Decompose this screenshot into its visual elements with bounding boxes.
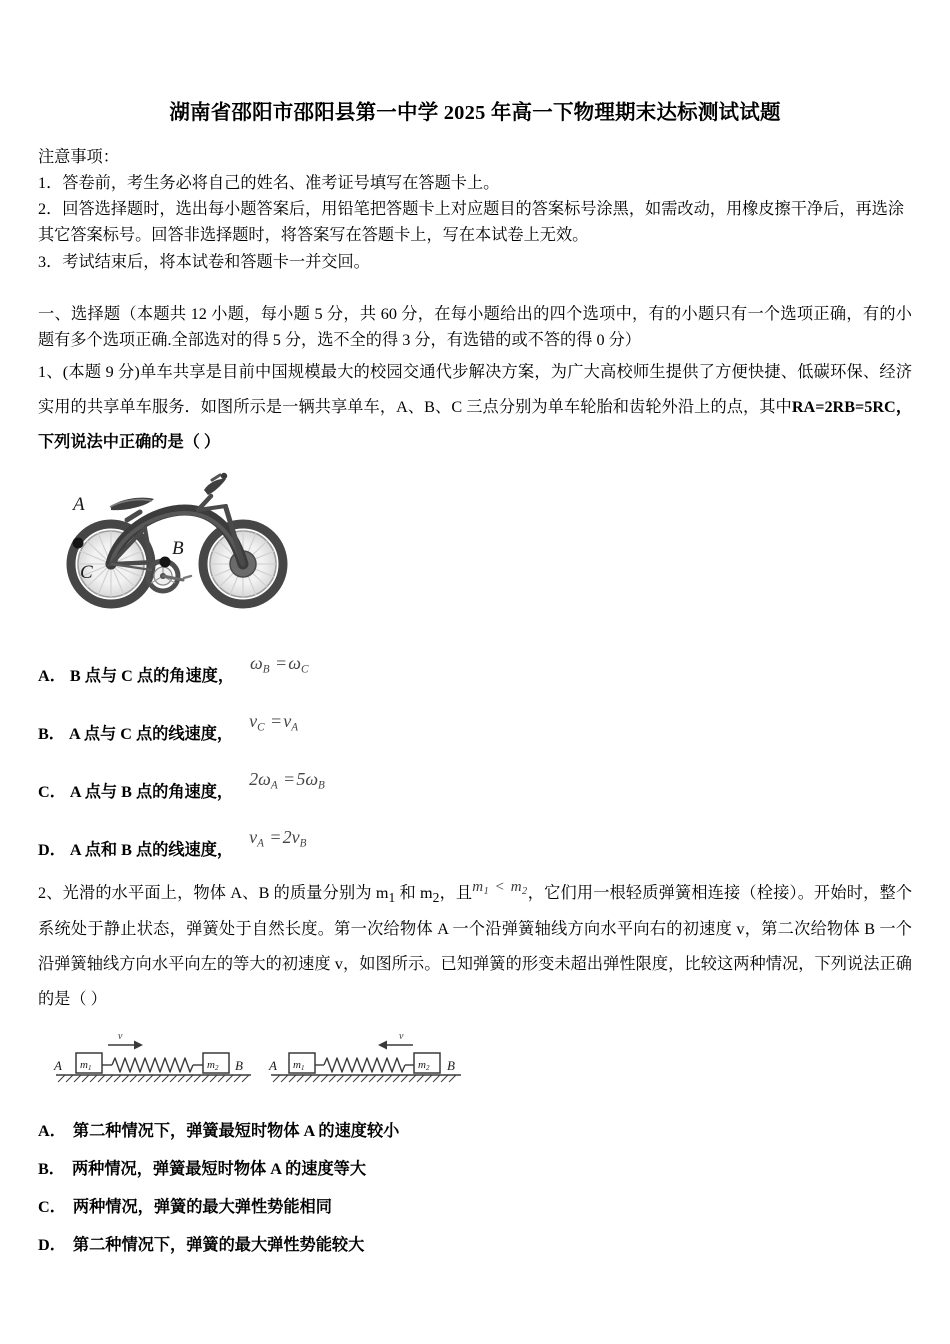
panel-1-label-A: A [54, 1057, 62, 1073]
notice-item-2: 2．回答选择题时，选出每小题答案后，用铅笔把答题卡上对应题目的答案标号涂黑，如需改动，用橡皮擦干净后，再选涂其它答案标号。回答非选择题时，将答案写在答题卡上，写在本试卷上无效。 [38, 200, 905, 245]
panel-2-block-m2: m2 [418, 1058, 430, 1072]
option-row-2b[interactable] [38, 1151, 912, 1189]
option-1d-formula: $v_A = 2v_B$ [249, 827, 307, 850]
option-2b-text: 两种情况，弹簧最短时物体 A 的速度等大 [71, 1160, 367, 1179]
option-1b-formula: $v_C = v_A$ [249, 711, 299, 734]
question-1-stem-tail: ，下列说法中正确的是（ ） [38, 398, 913, 451]
option-1a-formula: $\omega_B = \omega_C$ [250, 653, 309, 676]
option-2d-label: D． [38, 1236, 66, 1255]
option-2c-text: 两种情况，弹簧的最大弹性势能相同 [72, 1198, 332, 1217]
option-row-1d[interactable] [38, 802, 912, 860]
question-1-options [38, 628, 912, 860]
option-2b-label: B． [38, 1160, 65, 1179]
panel-1-block-m2: m2 [207, 1058, 219, 1072]
question-1-stem: 单车共享是目前中国规模最大的校园交通代步解决方案，为广大高校师生提供了方便快捷、低碳环保、经济实用的共享单车服务．如图所示是一辆共享单车，A、B、C 三点分别为单车轮胎和齿轮外沿上的点，其中 [38, 363, 913, 417]
section-heading-choice: 一、选择题（本题共 12 小题，每小题 5 分，共 60 分，在每小题给出的四个选项中，有的小题只有一个选项正确，有的小题有多个选项正确.全部选对的得 5 分，选不全的得 3 分，有选错的或不答的得 0 分） [38, 304, 912, 350]
panel-1-label-B: B [235, 1057, 243, 1073]
question-2-stem-mid: 和 m [395, 883, 433, 902]
question-2-sub-2: 2 [432, 890, 440, 906]
panel-2-velocity-label: v [399, 1030, 404, 1042]
question-2-options [38, 1113, 912, 1265]
bike-label-C: C [80, 561, 93, 583]
notice-block [38, 144, 912, 275]
notice-heading: 注意事项： [38, 147, 119, 166]
bike-label-A: A [73, 493, 85, 515]
question-1-points: (本题 9 分) [62, 363, 140, 382]
question-2-stem-tail: ，它们用一根轻质弹簧相连接（栓接）。开始时，整个系统处于静止状态，弹簧处于自然长度。第一次给物体 A 一个沿弹簧轴线方向水平向右的初速度 v，第二次给物体 B 一个沿弹簧轴线方向水平向左的等大的初速度 v，如图所示。已知弹簧的形变未超出弹性限度，比较这两种情况，下列说法正确的是（ ） [38, 883, 913, 1008]
spring-mass-figure [46, 1027, 466, 1099]
panel-2-label-B: B [447, 1057, 455, 1073]
option-2d-text: 第二种情况下，弹簧的最大弹性势能较大 [72, 1236, 365, 1255]
question-2-stem-head: 光滑的水平面上，物体 A、B 的质量分别为 m [62, 883, 389, 902]
option-1b-text: A 点与 C 点的线速度， [68, 724, 234, 743]
option-1a-text: B 点与 C 点的角速度， [69, 666, 235, 685]
option-1c-text: A 点与 B 点的角速度， [69, 782, 234, 801]
question-2-inline-formula: $m_1 < m_2$ [472, 878, 528, 897]
question-1 [38, 355, 912, 459]
bicycle-figure [48, 466, 323, 614]
option-row-1c[interactable] [38, 744, 912, 802]
bike-label-B: B [172, 537, 184, 559]
option-1c-label: C． [38, 782, 66, 801]
panel-1-block-m1: m1 [80, 1058, 92, 1072]
option-1d-label: D． [38, 840, 66, 859]
panel-2-label-A: A [269, 1057, 277, 1073]
point-A-marker [73, 537, 84, 548]
option-1c-formula: $2\omega_A = 5\omega_B$ [249, 769, 325, 792]
option-2a-text: 第二种情况下，弹簧最短时物体 A 的速度较小 [72, 1122, 400, 1141]
question-1-stem-bold: RA=2RB=5RC [791, 398, 896, 417]
option-row-1b[interactable] [38, 686, 912, 744]
option-row-2c[interactable] [38, 1189, 912, 1227]
panel-1-velocity-label: v [118, 1030, 123, 1042]
option-row-2d[interactable] [38, 1227, 912, 1265]
question-2 [38, 876, 912, 1017]
panel-2-block-m1: m1 [293, 1058, 305, 1072]
option-1a-label: A． [38, 666, 66, 685]
notice-item-1: 1．答卷前，考生务必将自己的姓名、准考证号填写在答题卡上。 [38, 173, 500, 192]
option-row-2a[interactable] [38, 1113, 912, 1151]
page-title: 湖南省邵阳市邵阳县第一中学 2025 年高一下物理期末达标测试试题 [169, 102, 781, 124]
question-1-number: 1、 [38, 363, 63, 382]
option-2a-label: A． [38, 1122, 66, 1141]
question-2-number: 2、 [38, 883, 63, 902]
option-row-1a[interactable] [38, 628, 912, 686]
question-2-stem-mid2: ，且 [439, 883, 473, 902]
point-B-marker [160, 556, 171, 567]
option-2c-label: C． [38, 1198, 66, 1217]
option-1b-label: B． [38, 724, 65, 743]
option-1d-text: A 点和 B 点的线速度， [69, 840, 234, 859]
question-2-sub-1: 1 [388, 890, 396, 906]
notice-item-3: 3．考试结束后，将本试卷和答题卡一并交回。 [38, 252, 370, 271]
